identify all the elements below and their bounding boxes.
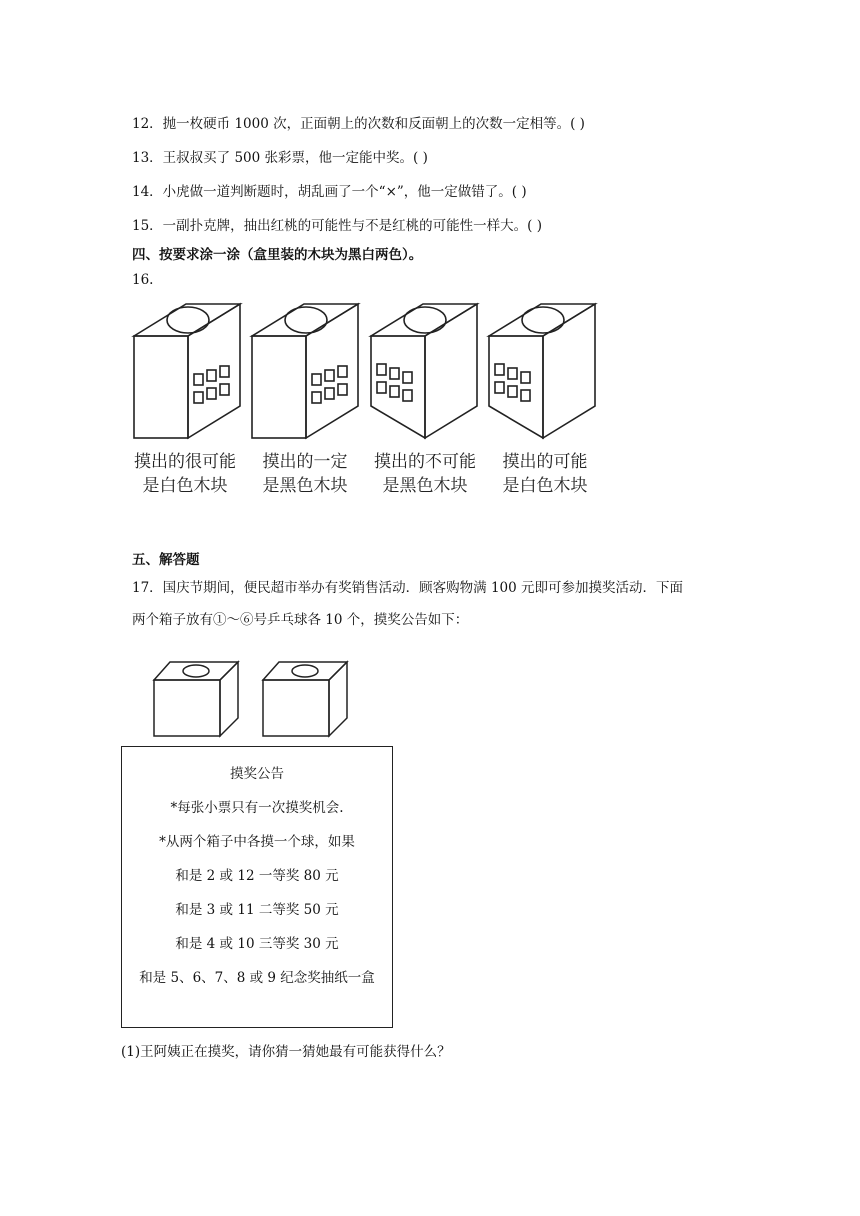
question-13: 13．王叔叔买了 500 张彩票，他一定能中奖。( ) — [132, 150, 428, 166]
prize-box-2 — [257, 658, 353, 742]
cube-box-1 — [128, 300, 248, 442]
window-grid-icon — [377, 364, 412, 401]
cube-box-3 — [365, 300, 485, 442]
caption-box-4: 摸出的可能 是白色木块 — [502, 452, 588, 496]
prize-box-1 — [148, 658, 244, 742]
question-17-line-1: 17．国庆节期间，便民超市举办有奖销售活动．顾客购物满 100 元即可参加摸奖活动．下面 — [132, 580, 684, 596]
notice-prize-3: 和是 4 或 10 三等奖 30 元 — [175, 936, 339, 952]
sub-question-1: (1)王阿姨正在摸奖，请你猜一猜她最有可能获得什么？ — [121, 1044, 451, 1060]
window-grid-icon — [194, 366, 229, 403]
notice-title: 摸奖公告 — [230, 766, 284, 782]
lottery-notice — [121, 746, 393, 1028]
question-14: 14．小虎做一道判断题时，胡乱画了一个“×”，他一定做错了。( ) — [132, 184, 527, 200]
notice-prize-1: 和是 2 或 12 一等奖 80 元 — [175, 868, 339, 884]
notice-prize-4: 和是 5、6、7、8 或 9 纪念奖抽纸一盒 — [139, 970, 375, 986]
notice-rule-1: *每张小票只有一次摸奖机会. — [170, 800, 344, 816]
window-grid-icon — [312, 366, 347, 403]
caption-box-2: 摸出的一定 是黑色木块 — [262, 452, 348, 496]
question-12: 12．抛一枚硬币 1000 次，正面朝上的次数和反面朝上的次数一定相等。( ) — [132, 116, 585, 132]
section-4-heading: 四、按要求涂一涂（盒里装的木块为黑白两色）。 — [132, 247, 423, 263]
caption-box-3: 摸出的不可能 是黑色木块 — [374, 452, 476, 496]
notice-prize-2: 和是 3 或 11 二等奖 50 元 — [175, 902, 339, 918]
window-grid-icon — [495, 364, 530, 401]
cube-box-2 — [246, 300, 366, 442]
section-5-heading: 五、解答题 — [132, 552, 200, 568]
question-17-line-2: 两个箱子放有①～⑥号乒乓球各 10 个，摸奖公告如下： — [132, 612, 469, 628]
notice-rule-2: *从两个箱子中各摸一个球，如果 — [159, 834, 355, 850]
cube-box-4 — [483, 300, 603, 442]
question-16-number: 16. — [132, 272, 154, 288]
question-15: 15．一副扑克牌，抽出红桃的可能性与不是红桃的可能性一样大。( ) — [132, 218, 543, 234]
caption-box-1: 摸出的很可能 是白色木块 — [134, 452, 236, 496]
